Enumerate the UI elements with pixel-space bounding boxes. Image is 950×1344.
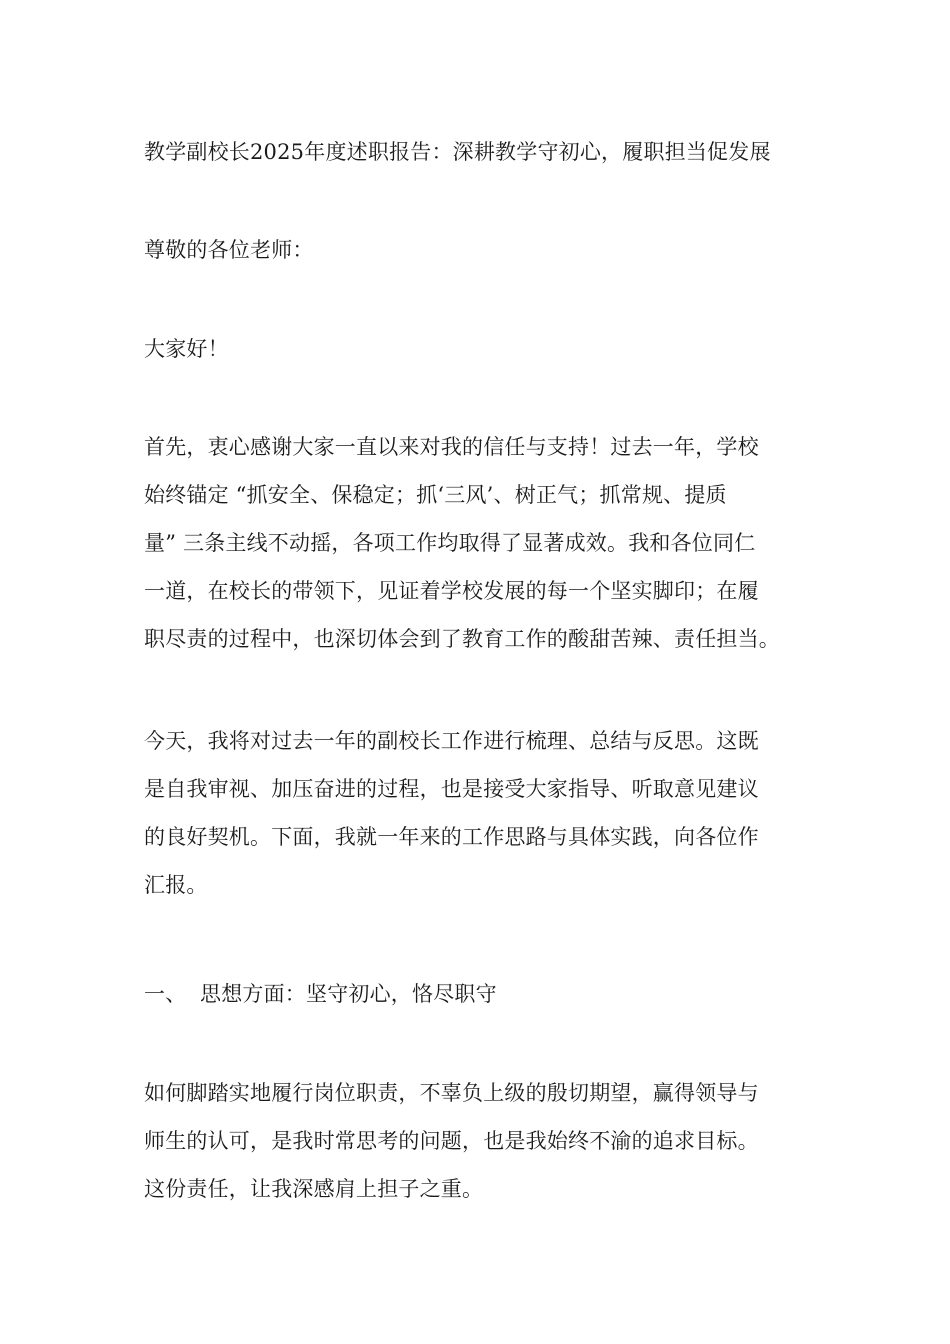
paragraph-line: 首先，衷心感谢大家一直以来对我的信任与支持！过去一年，学校 xyxy=(144,435,759,459)
paragraph-line: 量” 三条主线不动摇，各项工作均取得了显著成效。我和各位同仁 xyxy=(144,531,756,555)
paragraph-line: 一道，在校长的带领下，见证着学校发展的每一个坚实脚印；在履 xyxy=(144,579,759,603)
paragraph-line: 如何脚踏实地履行岗位职责，不辜负上级的殷切期望，赢得领导与 xyxy=(144,1081,759,1105)
paragraph-intro xyxy=(144,423,806,663)
section-number: 一、 xyxy=(144,982,187,1006)
salutation xyxy=(144,226,806,274)
paragraph-line: 师生的认可，是我时常思考的问题，也是我始终不渝的追求目标。 xyxy=(144,1129,759,1153)
paragraph-line: 的良好契机。下面，我就一年来的工作思路与具体实践，向各位作 xyxy=(144,825,759,849)
paragraph-line: 汇报。 xyxy=(144,873,208,897)
title-text: 教学副校长2025年度述职报告：深耕教学守初心，履职担当促发展 xyxy=(144,140,771,164)
paragraph-section-1 xyxy=(144,1069,806,1213)
paragraph-line: 今天，我将对过去一年的副校长工作进行梳理、总结与反思。这既 xyxy=(144,729,759,753)
greeting-text: 大家好！ xyxy=(144,337,229,361)
section-heading-text: 思想方面：坚守初心，恪尽职守 xyxy=(200,982,497,1006)
section-heading-1 xyxy=(144,970,806,1018)
greeting xyxy=(144,325,806,373)
document-title xyxy=(144,128,806,176)
paragraph-purpose xyxy=(144,717,806,909)
paragraph-line: 是自我审视、加压奋进的过程，也是接受大家指导、听取意见建议 xyxy=(144,777,759,801)
paragraph-line: 始终锚定 “抓安全、保稳定；抓‘三风’、树正气；抓常规、提质 xyxy=(144,483,727,507)
salutation-text: 尊敬的各位老师： xyxy=(144,238,314,262)
paragraph-line: 职尽责的过程中，也深切体会到了教育工作的酸甜苦辣、责任担当。 xyxy=(144,627,780,651)
paragraph-line: 这份责任，让我深感肩上担子之重。 xyxy=(144,1177,484,1201)
